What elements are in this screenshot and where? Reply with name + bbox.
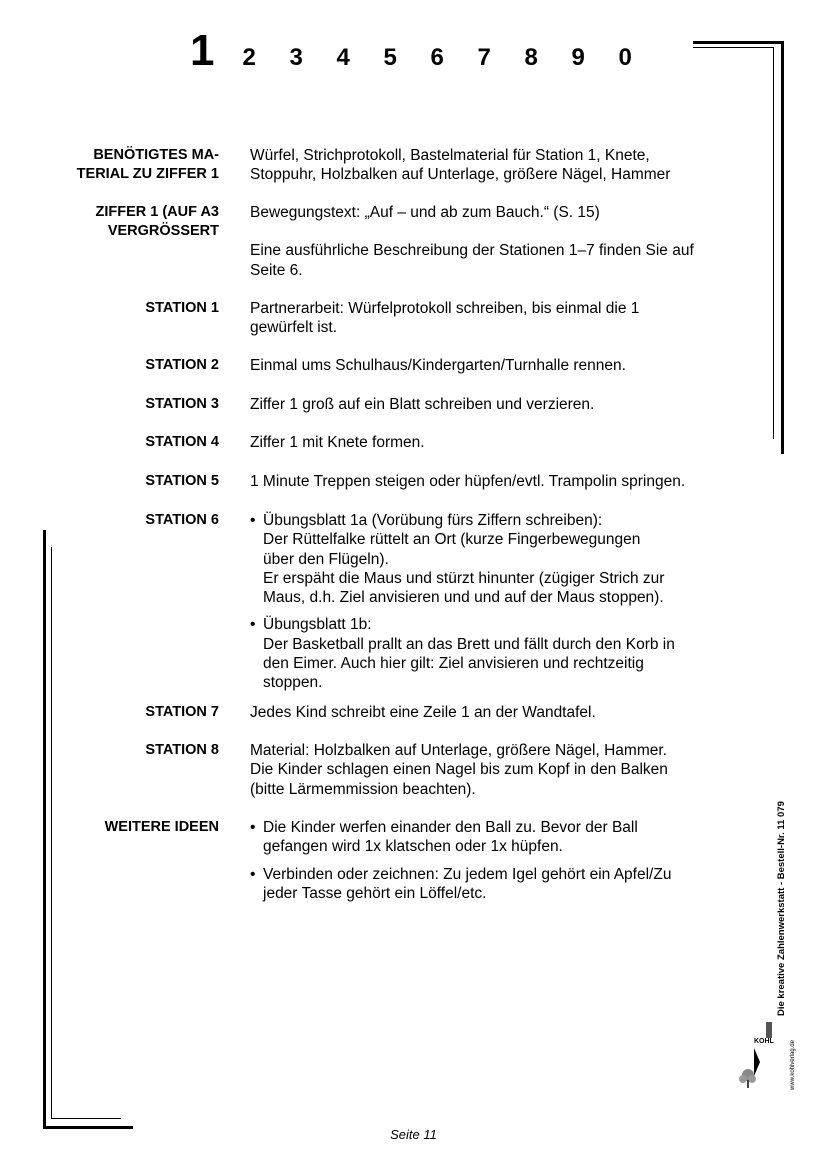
frame-line-right-inner [773,47,774,439]
bullet-text: Übungsblatt 1b: Der Basketball prallt an das Brett und fällt durch den Korb in den Eimer. Auch hier gilt: Ziel anvisieren und rechtzeitig stoppen. [263,616,675,692]
digit: 7 [477,44,491,71]
row-label: BENÖTIGTES MA- TERIAL ZU ZIFFER 1 [76,147,219,182]
row-text [250,818,720,903]
tree-logo-icon [738,1018,772,1090]
publisher-url: www.kohlverlag.de [790,1039,796,1090]
row-label: STATION 3 [145,396,219,412]
frame-line-top-right [693,41,781,44]
digit-header [190,26,665,76]
frame-line-right [781,41,784,454]
digit: 3 [289,44,303,71]
bullet-text: Die Kinder werfen einander den Ball zu. Bevor der Ball gefangen wird 1x klatschen oder 1x hüpfen. [263,819,638,856]
frame-line-top-right-inner [693,47,773,48]
digit: 8 [524,44,538,71]
row-paragraph: Würfel, Strichprotokoll, Bastelmaterial für Station 1, Knete, Stoppuhr, Holzbalken auf Unterlage, größere Nägel, Hammer [250,147,671,184]
row-label: ZIFFER 1 (AUF A3 VERGRÖSSERT [95,204,219,239]
row-paragraph: Bewegungstext: „Auf – und ab zum Bauch.“ (S. 15) [250,204,600,221]
bullet-icon: • [250,512,256,529]
row-paragraph: Ziffer 1 groß auf ein Blatt schreiben und verzieren. [250,396,595,413]
row-label: STATION 6 [145,512,219,528]
row-label: WEITERE IDEEN [104,819,219,835]
publisher-name: KOHL [754,1038,774,1045]
bullet-item [250,511,720,607]
digit: 6 [430,44,444,71]
row-text [250,511,720,693]
row-label: STATION 4 [145,434,219,450]
digit: 4 [336,44,350,71]
row-label: STATION 5 [145,473,219,489]
row-text [250,203,720,280]
bullet-icon: • [250,616,256,634]
row-paragraph: Ziffer 1 mit Knete formen. [250,434,425,451]
row-text [250,356,720,375]
row-paragraph: Material: Holzbalken auf Unterlage, größere Nägel, Hammer. Die Kinder schlagen einen Nagel bis zum Kopf in den Balken (bitte Lärmemmission beachten). [250,742,668,798]
bullet-item [250,818,720,857]
row-paragraph: 1 Minute Treppen steigen oder hüpfen/evtl. Trampolin springen. [250,473,686,490]
row-label: STATION 1 [145,300,219,316]
row-text [250,395,720,414]
row-text [250,433,720,452]
bullet-text: Verbinden oder zeichnen: Zu jedem Igel gehört ein Apfel/Zu jeder Tasse gehört ein Löffel/etc. [263,865,672,902]
bullet-item [250,615,720,692]
current-digit: 1 [190,26,215,75]
row-text [250,146,720,185]
digit: 0 [618,44,632,71]
row-paragraph: Partnerarbeit: Würfelprotokoll schreiben, bis einmal die 1 gewürfelt ist. [250,300,640,337]
row-paragraph: Eine ausführliche Beschreibung der Stationen 1–7 finden Sie auf Seite 6. [250,242,694,279]
bullet-item [250,865,720,904]
bullet-icon: • [250,865,256,883]
row-text [250,472,720,491]
row-text [250,299,720,338]
bullet-icon: • [250,819,256,836]
frame-line-bottom-left-inner [51,1118,121,1119]
publisher-logo [738,1018,772,1090]
row-label: STATION 7 [145,704,219,720]
digit: 2 [242,44,256,71]
row-text [250,741,720,799]
row-label: STATION 2 [145,357,219,373]
bullet-text: Übungsblatt 1a (Vorübung fürs Ziffern schreiben): Der Rüttelfalke rüttelt an Ort (kurze Fingerbewegungen über den Flügeln). Er erspäht die Maus und stürzt hinunter (zügiger Strich zur Maus, d.h. Ziel anvisieren und und auf der Maus stoppen). [263,512,665,607]
row-label: STATION 8 [145,742,219,758]
digit: 5 [383,44,397,71]
row-paragraph: Jedes Kind schreibt eine Zeile 1 an der Wandtafel. [250,704,596,721]
digit: 9 [571,44,585,71]
row-text [250,703,720,722]
side-title: Die kreative Zahlenwerkstatt - Bestell-Nr. 11 079 [776,801,787,1016]
row-paragraph: Einmal ums Schulhaus/Kindergarten/Turnhalle rennen. [250,357,626,374]
frame-line-left [43,530,46,1128]
page-number: Seite 11 [390,1127,437,1142]
